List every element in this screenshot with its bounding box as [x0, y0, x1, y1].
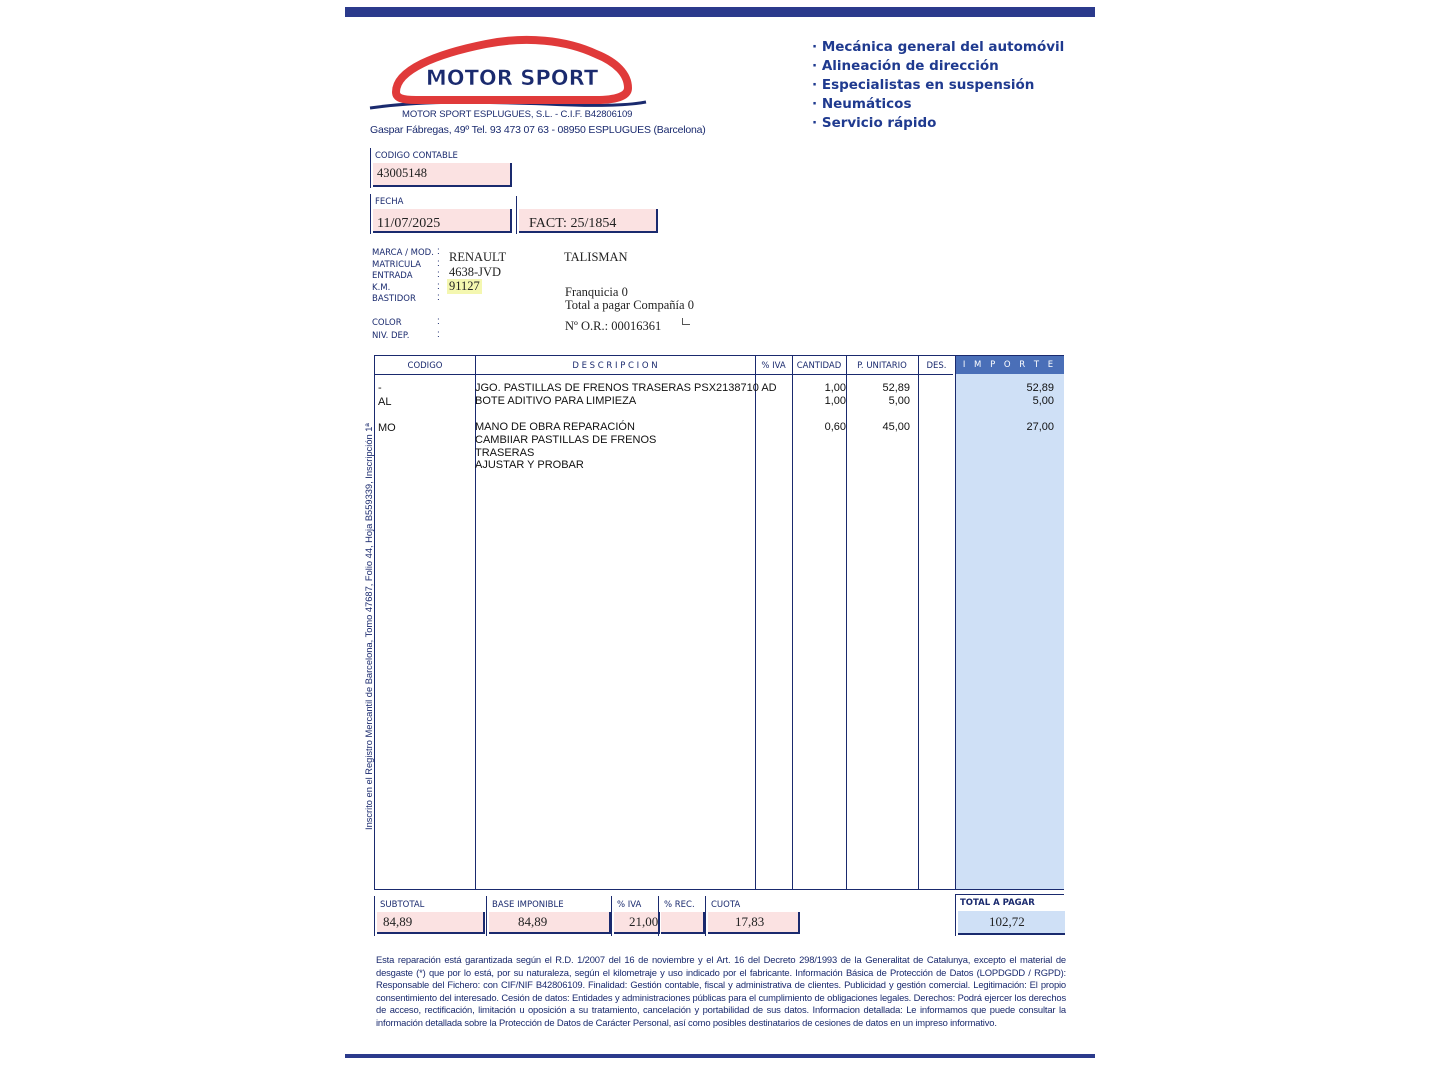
rec-box	[658, 896, 704, 936]
th-codigo: CODIGO	[407, 361, 443, 371]
row-descripcion: TRASERAS	[475, 447, 535, 459]
vehicle-label: COLOR	[372, 318, 402, 328]
th-des: DES.	[926, 361, 947, 371]
total-label: TOTAL A PAGAR	[960, 898, 1035, 908]
company-address: Gaspar Fábregas, 49º Tel. 93 473 07 63 - 08950 ESPLUGUES (Barcelona)	[370, 124, 706, 136]
factura-value: FACT: 25/1854	[529, 216, 617, 231]
total-box	[955, 894, 1064, 936]
subtotal-label: SUBTOTAL	[380, 900, 425, 910]
row-descripcion: AJUSTAR Y PROBAR	[475, 459, 584, 471]
base-imponible-label: BASE IMPONIBLE	[492, 900, 564, 910]
franquicia: Franquicia 0	[565, 285, 628, 299]
cuota-label: CUOTA	[711, 900, 741, 910]
motor-sport-logo	[366, 30, 650, 114]
base-imponible-value: 84,89	[518, 914, 548, 929]
row-codigo: MO	[378, 422, 396, 434]
row-unitario: 45,00	[882, 421, 910, 433]
legal-text: Esta reparación está garantizada según el R.D. 1/2007 del 16 de noviembre y el Art. 16 del Decreto 298/1993 de la Generalitat de Catalunya, excepto el material de desgaste (*) que por lo está, por su naturaleza, según el kilometraje y uso indicado por el fabricante. Información Básica de Protección de Datos (LOPDGDD / RGPD): Responsable del Fichero: con CIF/NIF B42806109. Finalidad: Gestión contable, fiscal y administrativa de clientes. Publicidad y gestión comercial. Legitimación: El propio consentimiento del interesado. Cesión de datos: Entidades y administraciones públicas para el cumplimiento de obligaciones legales. Derechos: Podrá ejercer los derechos de acceso, rectificación, limitación u oposición a su tratamiento, cancelación y portabilidad de sus datos. Informacion detallada: Le informamos que puede consultar la información detallada sobre la Protección de Datos de Carácter Personal, así como posibles destinatarios de cesiones de datos en un impreso informativo.	[376, 954, 1066, 1028]
vehicle-label: MARCA / MOD.	[372, 248, 434, 258]
vehicle-marca: RENAULT	[449, 250, 507, 264]
row-descripcion: BOTE ADITIVO PARA LIMPIEZA	[475, 395, 637, 407]
rec-label: % REC.	[664, 900, 695, 910]
iva-box	[611, 896, 659, 936]
vehicle-matricula: 4638-JVD	[449, 265, 502, 279]
services-list	[812, 38, 1064, 133]
row-descripcion: CAMBIIAR PASTILLAS DE FRENOS	[475, 434, 657, 446]
total-value: 102,72	[989, 914, 1025, 929]
company-name: MOTOR SPORT ESPLUGUES, S.L. - C.I.F. B42806109	[402, 109, 633, 120]
row-importe: 52,89	[1026, 382, 1054, 394]
vehicle-modelo: TALISMAN	[564, 250, 628, 264]
fecha-label: FECHA	[375, 197, 404, 207]
vehicle-label: ENTRADA	[372, 271, 413, 281]
registro-mercantil-text: Inscrito en el Registro Mercantil de Barcelona, Tomo 47687, Folio 44, Hoja B559339, Inscripción 1ª	[364, 423, 374, 830]
numero-or: Nº O.R.: 00016361	[565, 319, 662, 333]
codigo-contable-value: 43005148	[377, 166, 427, 180]
row-importe: 27,00	[1026, 421, 1054, 433]
top-bar	[345, 7, 1095, 17]
vehicle-label: MATRICULA	[372, 260, 421, 270]
service-item: · Alineación de dirección	[812, 57, 1064, 76]
vehicle-km: 91127	[449, 279, 480, 293]
service-item: · Mecánica general del automóvil	[812, 38, 1064, 57]
row-unitario: 5,00	[888, 395, 910, 407]
th-descripcion: D E S C R I P C I O N	[572, 361, 658, 371]
base-imponible-box	[486, 896, 610, 936]
bottom-bar	[345, 1054, 1095, 1058]
cuota-box	[705, 896, 799, 936]
row-unitario: 52,89	[882, 382, 910, 394]
th-importe: I M P O R T E	[955, 356, 1064, 374]
row-cantidad: 1,00	[824, 395, 846, 407]
row-cantidad: 1,00	[824, 382, 846, 394]
vehicle-label: NIV. DEP.	[372, 331, 410, 341]
iva-value: 21,00	[629, 914, 659, 929]
subtotal-box	[374, 896, 484, 936]
service-item: · Especialistas en suspensión	[812, 76, 1064, 95]
fecha-value: 11/07/2025	[377, 216, 441, 231]
codigo-contable-label: CODIGO CONTABLE	[375, 151, 458, 161]
row-cantidad: 0,60	[824, 421, 846, 433]
factura-box	[516, 196, 657, 234]
codigo-contable-box	[370, 148, 511, 188]
row-descripcion: MANO DE OBRA REPARACIÓN	[475, 421, 635, 433]
logo-text: MOTOR SPORT	[425, 66, 599, 90]
vehicle-label: K.M.	[372, 283, 391, 293]
subtotal-value: 84,89	[383, 914, 413, 929]
th-cantidad: CANTIDAD	[796, 361, 842, 371]
th-iva: % IVA	[761, 361, 786, 371]
service-item: · Servicio rápido	[812, 114, 1064, 133]
row-descripcion: JGO. PASTILLAS DE FRENOS TRASERAS PSX2138710 AD	[475, 382, 777, 394]
row-codigo: -	[378, 382, 382, 394]
th-unitario: P. UNITARIO	[857, 361, 907, 371]
service-item: · Neumáticos	[812, 95, 1064, 114]
cuota-value: 17,83	[735, 914, 765, 929]
vehicle-label: BASTIDOR	[372, 294, 416, 304]
total-compania: Total a pagar Compañía 0	[565, 298, 694, 312]
invoice-table	[374, 355, 1064, 890]
row-codigo: AL	[378, 396, 392, 408]
row-importe: 5,00	[1032, 395, 1054, 407]
fecha-box	[370, 194, 511, 234]
iva-label: % IVA	[617, 900, 642, 910]
